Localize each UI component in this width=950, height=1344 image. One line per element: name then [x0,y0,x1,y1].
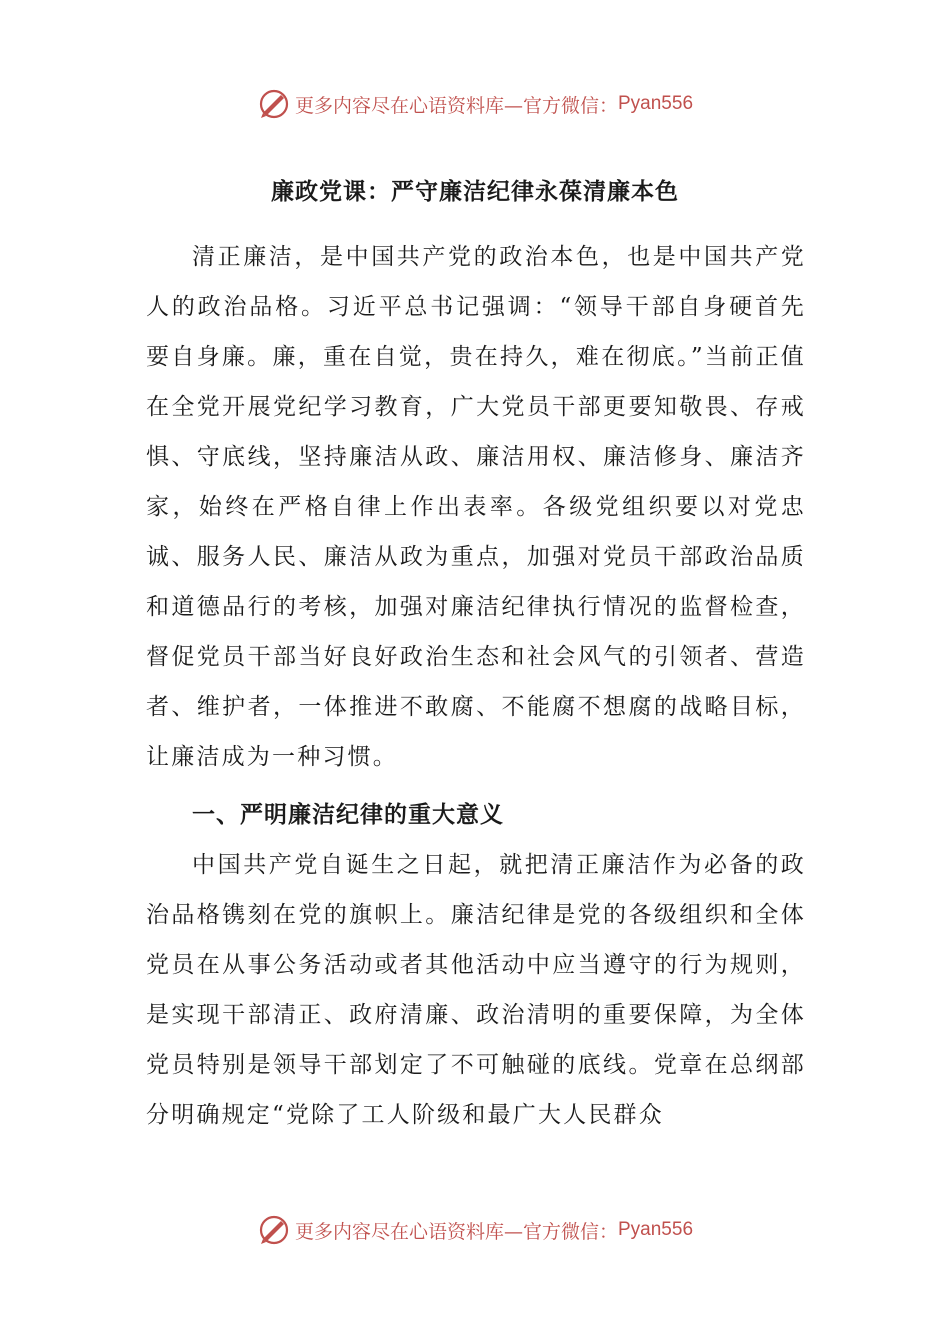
paragraph-section-1: 中国共产党自诞生之日起，就把清正廉洁作为必备的政治品格镌刻在党的旗帜上。廉洁纪律是党的各级组织和全体党员在从事公务活动或者其他活动中应当遵守的行为规则，是实现干部清正、政府清廉、政治清明的重要保障，为全体党员特别是领导干部划定了不可触碰的底线。党章在总纲部分明确规定“党除了工人阶级和最广大人民群众 [146,852,806,1128]
section-heading: 一、严明廉洁纪律的重大意义 [192,801,504,828]
pen-logo-icon [257,87,291,121]
banner-wechat-id: Pyan556 [618,1219,694,1240]
footer-banner [0,1210,950,1250]
paragraph-intro: 清正廉洁，是中国共产党的政治本色，也是中国共产党人的政治品格。习近平总书记强调：“领导干部自身硬首先要自身廉。廉，重在自觉，贵在持久，难在彻底。”当前正值在全党开展党纪学习教育，广大党员干部更要知敬畏、存戒惧、守底线，坚持廉洁从政、廉洁用权、廉洁修身、廉洁齐家，始终在严格自律上作出表率。各级党组织要以对党忠诚、服务人民、廉洁从政为重点，加强对党员干部政治品质和道德品行的考核，加强对廉洁纪律执行情况的监督检查，督促党员干部当好良好政治生态和社会风气的引领者、营造者、维护者，一体推进不敢腐、不能腐不想腐的战略目标，让廉洁成为一种习惯。 [146,244,806,770]
banner-text: 更多内容尽在心语资料库—官方微信： [294,1220,618,1243]
header-banner [0,84,950,124]
banner-text: 更多内容尽在心语资料库—官方微信： [294,94,618,117]
pen-logo-icon [257,1213,291,1247]
document-title: 廉政党课：严守廉洁纪律永葆清廉本色 [271,178,679,205]
banner-wechat-id: Pyan556 [618,93,694,114]
